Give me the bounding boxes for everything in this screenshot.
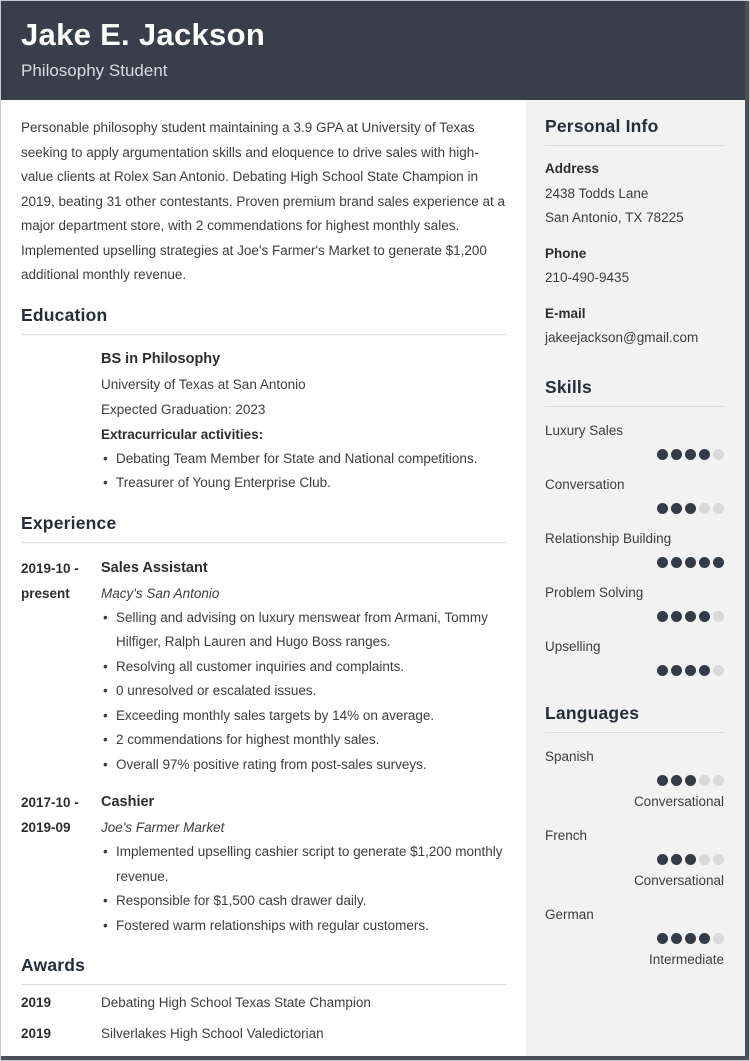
rating-dot-empty: [713, 611, 724, 622]
rating-dot-filled: [685, 557, 696, 568]
section-divider: [545, 732, 724, 733]
rating-dot-filled: [671, 775, 682, 786]
awards-heading: Awards: [21, 955, 86, 975]
extracurricular-label: Extracurricular activities:: [101, 426, 264, 442]
rating-dot-filled: [685, 611, 696, 622]
rating-dot-filled: [657, 775, 668, 786]
graduation-date: Expected Graduation: 2023: [101, 401, 266, 417]
education-body: [101, 347, 506, 496]
address-line-1: 2438 Todds Lane: [545, 185, 649, 201]
language-item: [545, 746, 724, 812]
skill-item: [545, 636, 724, 677]
job-date-start: 2017-10 -: [21, 795, 79, 810]
job-date-end: 2019-09: [21, 820, 71, 835]
section-divider: [21, 542, 506, 543]
rating-dots: [545, 665, 724, 677]
rating-dot-filled: [657, 557, 668, 568]
rating-dot-empty: [699, 775, 710, 786]
phone-value: 210-490-9435: [545, 270, 630, 285]
rating-dot-empty: [699, 503, 710, 514]
section-divider: [545, 406, 724, 407]
language-proficiency: Intermediate: [648, 951, 724, 967]
email-label: E-mail: [545, 305, 586, 321]
language-name: French: [545, 827, 588, 843]
skill-name: Problem Solving: [545, 584, 644, 600]
rating-dots: [545, 503, 724, 515]
rating-dot-empty: [713, 665, 724, 676]
skill-item: [545, 420, 724, 461]
job-bullet-list: [101, 840, 506, 938]
rating-dot-filled: [671, 933, 682, 944]
job-details: [101, 790, 506, 938]
job-bullet-list: [101, 606, 506, 778]
job-title: Cashier: [101, 794, 155, 810]
skill-item: [545, 528, 724, 569]
skill-name: Upselling: [545, 638, 601, 654]
rating-dot-filled: [657, 503, 668, 514]
language-name: German: [545, 906, 594, 922]
job-bullet: • Implemented upselling cashier script to generate $1,200 monthly revenue.: [101, 840, 506, 889]
job-dates: [21, 556, 101, 778]
award-year: 2019: [21, 995, 52, 1010]
summary-paragraph: Personable philosophy student maintaining a 3.9 GPA at University of Texas seeking to apply argumentation skills and eloquence to drive sales with high-value clients at Rolex San Antonio. Debating High School State Champion in 2019, beating 31 other contestants. Proven premium brand sales experience at a major department store, with 2 commendations for highest monthly sales. Implemented upselling strategies at Joe's Farmer's Market to generate $1,200 additional monthly revenue.: [21, 120, 506, 282]
job-list: [21, 556, 506, 939]
skill-name: Conversation: [545, 476, 625, 492]
resume-header: [1, 1, 749, 100]
rating-dot-filled: [685, 503, 696, 514]
education-bullet: • Treasurer of Young Enterprise Club.: [101, 471, 506, 496]
skill-name: Relationship Building: [545, 530, 672, 546]
language-item: [545, 904, 724, 970]
personal-info-heading: Personal Info: [545, 116, 659, 136]
job-company: Macy's San Antonio: [101, 585, 220, 601]
award-list: [21, 991, 506, 1046]
section-divider: [21, 334, 506, 335]
rating-dot-filled: [685, 449, 696, 460]
rating-dot-filled: [699, 665, 710, 676]
rating-dot-filled: [699, 611, 710, 622]
rating-dot-empty: [699, 854, 710, 865]
candidate-job-title: Philosophy Student: [21, 61, 168, 80]
rating-dot-filled: [685, 775, 696, 786]
rating-dot-filled: [699, 933, 710, 944]
rating-dot-filled: [657, 665, 668, 676]
phone-label: Phone: [545, 245, 587, 261]
job-bullet: • 0 unresolved or escalated issues.: [101, 679, 506, 704]
address-line-2: San Antonio, TX 78225: [545, 210, 684, 225]
job-date-end: present: [21, 585, 70, 601]
job-bullet: • 2 commendations for highest monthly sales.: [101, 728, 506, 753]
rating-dot-filled: [671, 503, 682, 514]
rating-dot-empty: [713, 854, 724, 865]
personal-info-section: [545, 116, 724, 351]
language-proficiency: Conversational: [633, 872, 724, 888]
rating-dot-filled: [713, 557, 724, 568]
job-entry: [21, 790, 506, 938]
award-title: Silverlakes High School Valedictorian: [101, 1025, 324, 1041]
rating-dots: [545, 449, 724, 461]
candidate-name: Jake E. Jackson: [21, 17, 266, 52]
rating-dot-filled: [685, 933, 696, 944]
skill-item: [545, 582, 724, 623]
rating-dot-filled: [657, 854, 668, 865]
job-bullet: • Fostered warm relationships with regular customers.: [101, 914, 506, 939]
job-bullet: • Exceeding monthly sales targets by 14% on average.: [101, 704, 506, 729]
education-bullet: • Debating Team Member for State and National competitions.: [101, 447, 506, 472]
skill-name: Luxury Sales: [545, 422, 624, 438]
address-label: Address: [545, 161, 600, 176]
job-dates: [21, 790, 101, 938]
rating-dot-filled: [657, 449, 668, 460]
rating-dots: [545, 557, 724, 569]
rating-dot-filled: [685, 665, 696, 676]
rating-dots: [545, 933, 724, 945]
page-bottom-accent-strip: [1, 1056, 749, 1060]
sidebar-column: [526, 100, 749, 1058]
language-list: [545, 746, 724, 970]
language-name: Spanish: [545, 748, 594, 764]
job-title: Sales Assistant: [101, 559, 208, 576]
job-date-start: 2019-10 -: [21, 560, 79, 576]
rating-dots: [545, 775, 724, 787]
rating-dot-filled: [657, 611, 668, 622]
job-bullet: • Selling and advising on luxury menswear from Armani, Tommy Hilfiger, Ralph Lauren and Hugo Boss ranges.: [101, 606, 506, 655]
job-details: [101, 556, 506, 778]
language-proficiency: Conversational: [633, 793, 724, 809]
page-right-accent-strip: [745, 1, 749, 1060]
rating-dot-filled: [671, 665, 682, 676]
section-divider: [545, 145, 724, 146]
award-title: Debating High School Texas State Champion: [101, 995, 371, 1010]
section-divider: [21, 984, 506, 985]
education-heading: Education: [21, 304, 108, 325]
rating-dot-empty: [713, 449, 724, 460]
rating-dot-filled: [699, 449, 710, 460]
education-bullet-list: [101, 447, 506, 496]
rating-dot-filled: [671, 854, 682, 865]
skill-item: [545, 474, 724, 515]
experience-section: [21, 513, 506, 939]
email-value: jakeejackson@gmail.com: [545, 330, 699, 345]
skills-section: [545, 377, 724, 677]
award-entry: [21, 991, 506, 1016]
rating-dot-filled: [671, 449, 682, 460]
rating-dots: [545, 854, 724, 866]
job-bullet: • Overall 97% positive rating from post-sales surveys.: [101, 753, 506, 778]
rating-dot-filled: [685, 854, 696, 865]
rating-dot-filled: [699, 557, 710, 568]
rating-dot-empty: [713, 775, 724, 786]
school-name: University of Texas at San Antonio: [101, 376, 306, 392]
main-column: [1, 100, 526, 1058]
rating-dot-empty: [713, 933, 724, 944]
award-year: 2019: [21, 1025, 52, 1041]
rating-dot-filled: [657, 933, 668, 944]
education-section: [21, 305, 506, 496]
experience-heading: Experience: [21, 512, 117, 533]
languages-section: [545, 703, 724, 970]
skill-list: [545, 420, 724, 677]
language-item: [545, 825, 724, 891]
content-columns: [1, 100, 749, 1058]
skills-heading: Skills: [545, 376, 592, 397]
awards-section: [21, 955, 506, 1046]
job-entry: [21, 556, 506, 778]
rating-dots: [545, 611, 724, 623]
job-company: Joe's Farmer Market: [101, 820, 225, 835]
award-entry: [21, 1022, 506, 1047]
degree-title: BS in Philosophy: [101, 350, 221, 367]
languages-heading: Languages: [545, 702, 640, 723]
rating-dot-filled: [671, 557, 682, 568]
job-bullet: • Responsible for $1,500 cash drawer daily.: [101, 889, 506, 914]
job-bullet: • Resolving all customer inquiries and complaints.: [101, 655, 506, 680]
rating-dot-filled: [671, 611, 682, 622]
rating-dot-empty: [713, 503, 724, 514]
